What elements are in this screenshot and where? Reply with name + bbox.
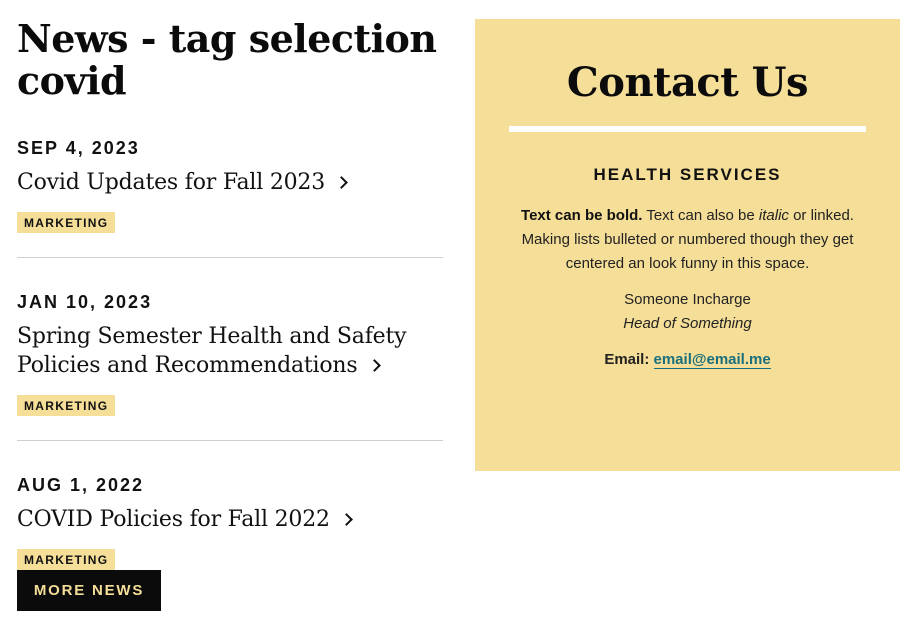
news-title-text: Spring Semester Health and Safety Policies and Recommendations (17, 324, 407, 378)
italic-text: italic (758, 207, 789, 224)
contact-divider (509, 126, 866, 132)
email-label: Email: (604, 351, 650, 368)
news-title-text: COVID Policies for Fall 2022 (17, 507, 330, 532)
news-item (17, 258, 443, 441)
email-link[interactable]: email@email.me (653, 351, 771, 368)
news-title-link[interactable] (17, 505, 443, 534)
news-title-text: Covid Updates for Fall 2023 (17, 170, 326, 195)
news-column (17, 18, 443, 570)
more-news-button[interactable]: MORE NEWS (17, 570, 161, 611)
body-text-part: Text can also be (642, 207, 759, 224)
tag-badge[interactable]: MARKETING (17, 395, 115, 416)
person-role: Head of Something (623, 315, 752, 332)
news-item (17, 441, 443, 570)
news-item (17, 102, 443, 258)
chevron-right-icon (340, 513, 353, 526)
chevron-right-icon (368, 359, 381, 372)
person-name: Someone Incharge (624, 291, 751, 308)
contact-body-text (508, 204, 868, 276)
page-title: News - tag selection covid (17, 16, 437, 103)
bold-text: Text can be bold. (521, 207, 643, 224)
body-text-part: or linked. Making lists bulleted or numbered though they get centered an look funny in this space. (521, 207, 854, 272)
news-date: AUG 1, 2022 (17, 475, 145, 495)
news-title-link[interactable] (17, 322, 443, 380)
tag-badge[interactable]: MARKETING (17, 549, 115, 570)
contact-panel (475, 19, 900, 471)
news-date: SEP 4, 2023 (17, 138, 140, 158)
chevron-right-icon (335, 176, 348, 189)
contact-email-row (475, 348, 900, 372)
contact-person (475, 288, 900, 336)
news-date: JAN 10, 2023 (17, 292, 153, 312)
contact-title: Contact Us (566, 59, 809, 106)
contact-subtitle: HEALTH SERVICES (593, 165, 782, 184)
tag-badge[interactable]: MARKETING (17, 212, 115, 233)
news-title-link[interactable] (17, 168, 443, 197)
